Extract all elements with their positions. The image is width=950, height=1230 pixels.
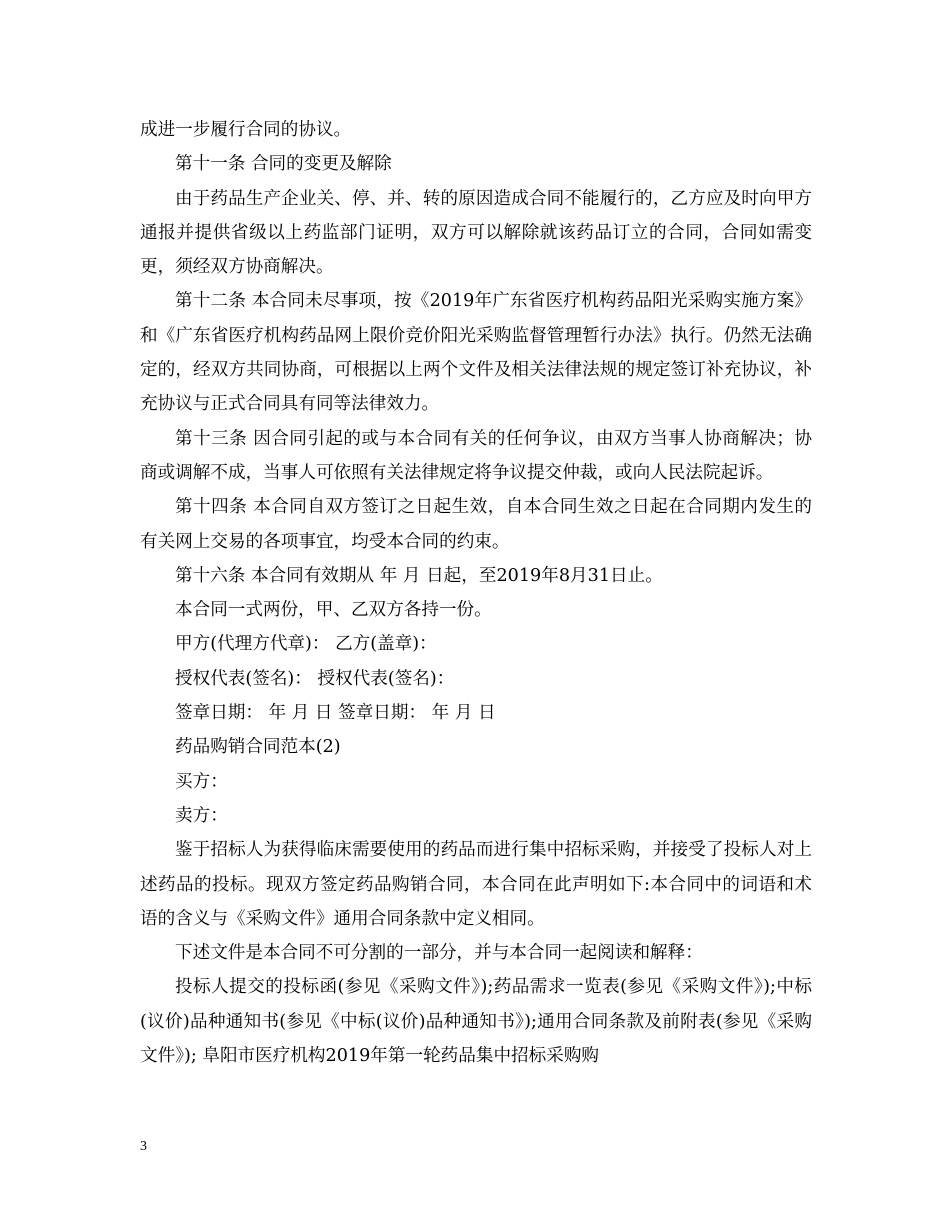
paragraph: 由于药品生产企业关、停、并、转的原因造成合同不能履行的，乙方应及时向甲方通报并提供省级以上药监部门证明，双方可以解除就该药品订立的合同，合同如需变更，须经双方协商解决。 bbox=[140, 188, 812, 278]
paragraph: 第十六条 本合同有效期从 年 月 日起，至2019年8月31日止。 bbox=[175, 565, 663, 586]
paragraph: 下述文件是本合同不可分割的一部分，并与本合同一起阅读和解释： bbox=[175, 943, 703, 964]
paragraph: 卖方： bbox=[175, 805, 228, 826]
paragraph: 投标人提交的投标函(参见《采购文件》);药品需求一览表(参见《采购文件》);中标(议价)品种通知书(参见《中标(议价)品种通知书》);通用合同条款及前附表(参见《采购文件》); 阜阳市医疗机构2019年第一轮药品集中招标采购购 bbox=[140, 977, 812, 1067]
paragraph: 鉴于招标人为获得临床需要使用的药品而进行集中招标采购，并接受了投标人对上述药品的投标。现双方签定药品购销合同，本合同在此声明如下:本合同中的词语和术语的含义与《采购文件》通用合同条款中定义相同。 bbox=[140, 840, 812, 929]
page-number: 3 bbox=[140, 1139, 147, 1154]
paragraph: 签章日期： 年 月 日 签章日期： 年 月 日 bbox=[175, 703, 496, 724]
paragraph: 第十一条 合同的变更及解除 bbox=[175, 154, 392, 175]
paragraph: 第十三条 因合同引起的或与本合同有关的任何争议，由双方当事人协商解决；协商或调解不成，当事人可依照有关法律规定将争议提交仲裁，或向人民法院起诉。 bbox=[140, 428, 812, 483]
paragraph: 授权代表(签名)： 授权代表(签名)： bbox=[175, 668, 455, 689]
paragraph: 药品购销合同范本(2) bbox=[175, 737, 341, 758]
paragraph: 第十二条 本合同未尽事项，按《2019年广东省医疗机构药品阳光采购实施方案》和《广东省医疗机构药品网上限价竞价阳光采购监督管理暂行办法》执行。仍然无法确定的，经双方共同协商，可根据以上两个文件及相关法律法规的规定签订补充协议，补充协议与正式合同具有同等法律效力。 bbox=[140, 291, 812, 415]
paragraph: 本合同一式两份，甲、乙双方各持一份。 bbox=[175, 600, 492, 621]
body-text bbox=[140, 113, 812, 1073]
paragraph: 甲方(代理方代章)： 乙方(盖章)： bbox=[175, 634, 437, 655]
paragraph: 成进一步履行合同的协议。 bbox=[140, 120, 352, 140]
paragraph: 第十四条 本合同自双方签订之日起生效，自本合同生效之日起在合同期内发生的有关网上交易的各项事宜，均受本合同的约束。 bbox=[140, 497, 812, 552]
paragraph: 买方： bbox=[175, 771, 228, 792]
